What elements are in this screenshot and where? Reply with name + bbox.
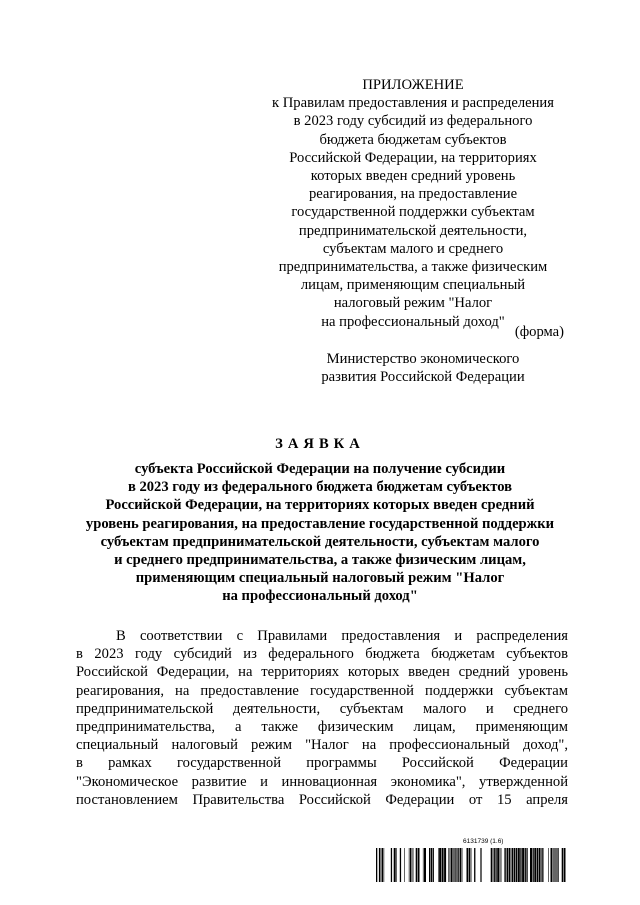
body-line: В соответствии с Правилами предоставления и распределения [116,628,568,644]
body-line: постановлением Правительства Российской Федерации от 15 апреля [76,791,568,808]
document-stamp-code: 6131739 (1.6) [463,838,504,845]
body-line: в 2023 году субсидий из федерального бюджета бюджетам субъектов [76,646,568,663]
document-subtitle: субъекта Российской Федерации на получение субсидии в 2023 году из федерального бюджета бюджетам субъектов Российской Федерации, на территориях которых введен средний уровень реагирования, на предоставление государственной поддержки субъектам предпринимательской деятельности, субъектам малого и среднего предпринимательства, а также физическим лицам, применяющим специальный налоговый режим "Налог на профессиональный доход" [85,461,555,605]
body-paragraph [76,627,568,809]
body-line: предпринимательской деятельности, субъектам малого и среднего [76,700,568,717]
body-line: реагирования, на предоставление государственной поддержки субъектам [76,682,568,699]
barcode-image [376,848,568,882]
document-title: ЗАЯВКА [275,436,365,452]
appendix-block [258,76,568,331]
body-line: в рамках государственной программы Российской Федерации [76,755,568,772]
body-line: предпринимательства, а также физическим лицам, применяющим [76,718,568,735]
appendix-title: ПРИЛОЖЕНИЕ [362,77,464,93]
body-line: специальный налоговый режим "Налог на профессиональный доход", [76,737,568,754]
body-line: "Экономическое развитие и инновационная экономика", утвержденной [76,773,568,790]
body-line: Российской Федерации, на территориях которых введен средний уровень [76,664,568,681]
appendix-text: к Правилам предоставления и распределения в 2023 году субсидий из федерального бюджета бюджетам субъектов Российской Федерации, на территориях которых введен средний уровень реагирования, на предоставление государственной поддержки субъектам предпринимательской деятельности, субъектам малого и среднего предпринимательства, а также физическим лицам, применяющим специальный налоговый режим "Налог на профессиональный доход" [272,95,554,330]
ministry-addressee: Министерство экономического развития Российской Федерации [321,351,525,385]
form-label: (форма) [514,324,564,340]
